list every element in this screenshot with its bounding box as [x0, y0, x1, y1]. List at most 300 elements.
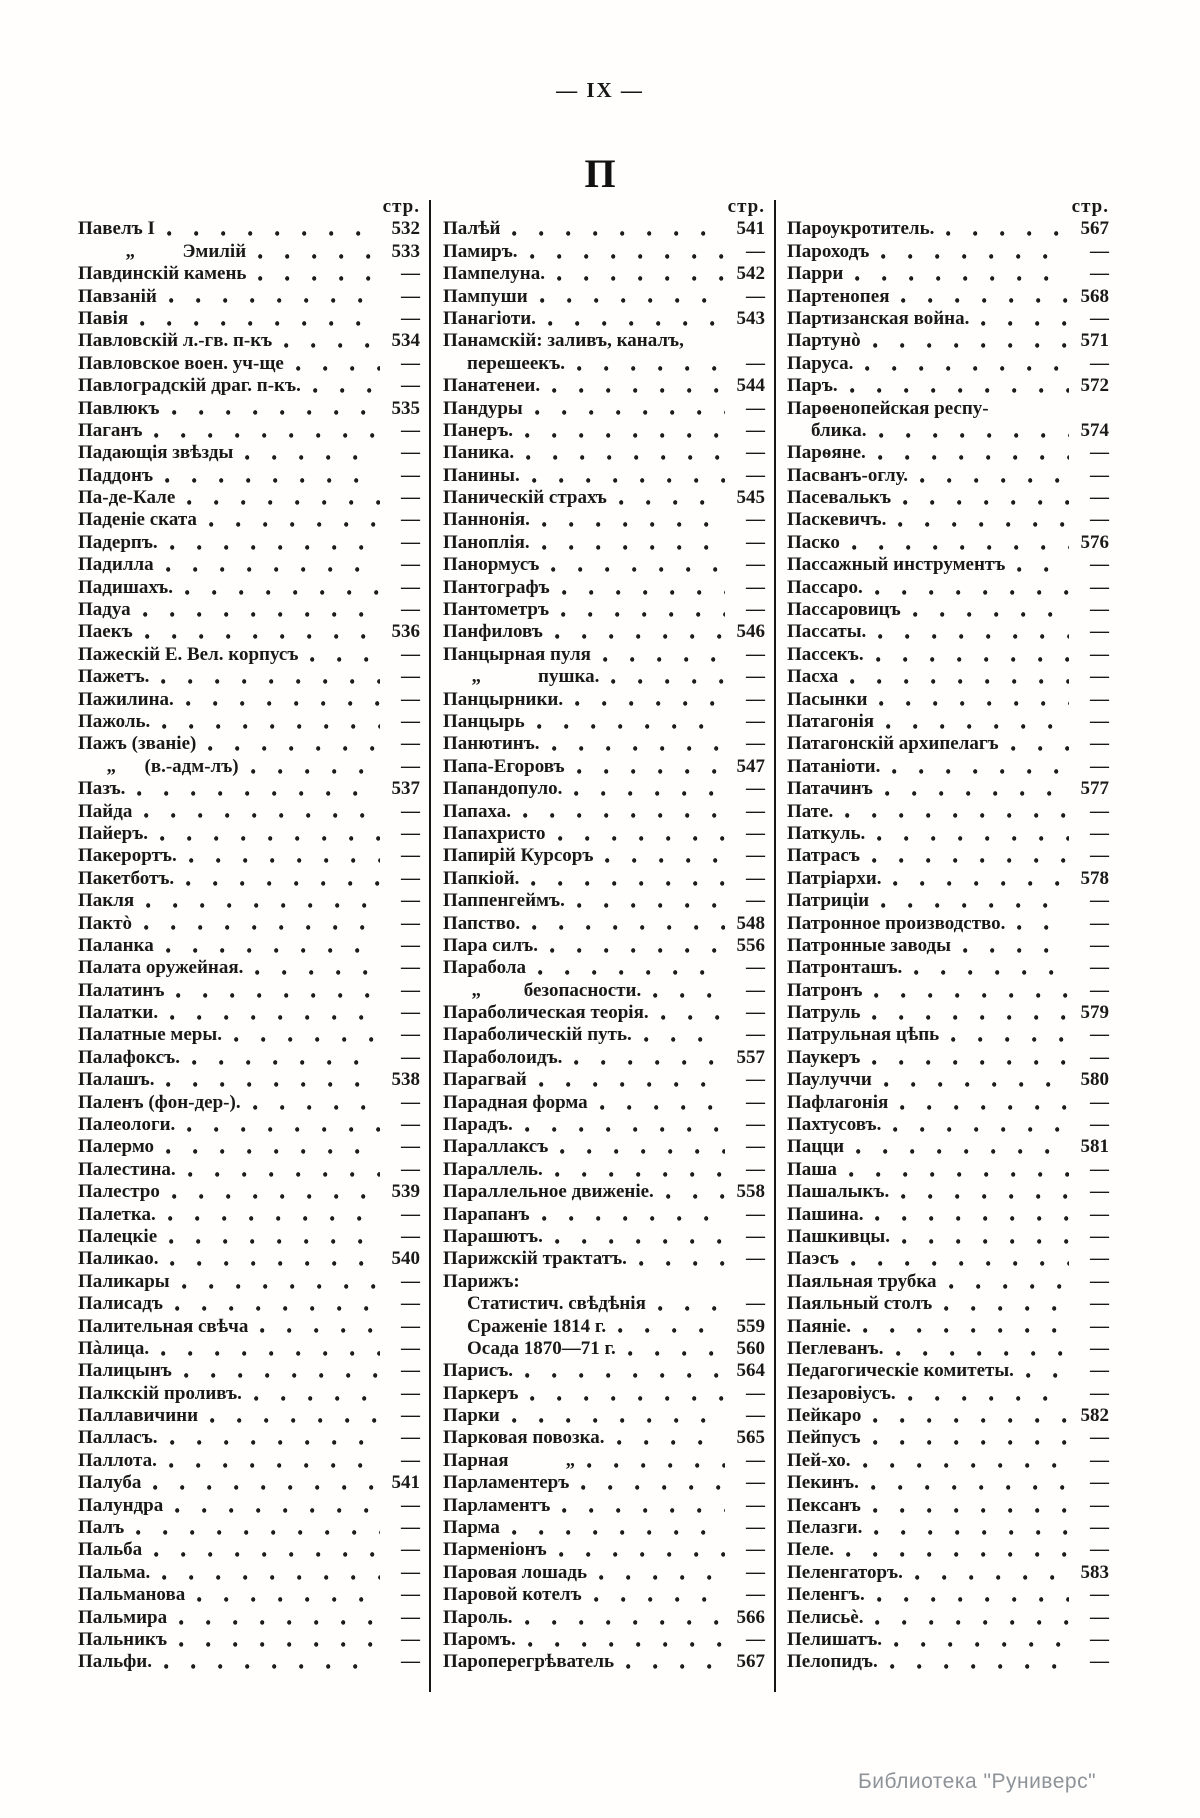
dot-leader — [517, 1607, 725, 1629]
index-row — [443, 375, 765, 397]
page-ref: — — [1090, 621, 1109, 643]
index-row — [787, 1114, 1109, 1136]
dot-leader — [202, 1405, 380, 1427]
dot-leader — [610, 1316, 725, 1338]
dot-leader — [885, 868, 1069, 890]
page-ref: — — [746, 1203, 765, 1225]
index-row — [787, 599, 1109, 621]
entry-title: Палундра — [78, 1494, 164, 1516]
dot-leader — [869, 823, 1069, 845]
entry-title: Паддонъ — [78, 464, 154, 486]
entry-title: Паденіе ската — [78, 509, 197, 531]
entry-title: Паленъ (фон-дер-). — [78, 1091, 241, 1113]
page-ref: — — [1090, 643, 1109, 665]
dot-leader — [178, 689, 380, 711]
page-ref: — — [746, 1517, 765, 1539]
entry-title: Папкіой. — [443, 867, 520, 889]
page-ref: — — [1090, 1248, 1109, 1270]
index-row — [443, 1316, 765, 1338]
entry-title: Павловское воен. уч-ще — [78, 352, 284, 374]
dot-leader — [1009, 913, 1069, 935]
dot-leader — [544, 375, 725, 397]
dot-leader — [631, 1248, 725, 1270]
entry-title: Паника. — [443, 442, 515, 464]
dot-leader — [171, 1629, 380, 1651]
index-row — [78, 913, 420, 935]
index-row — [443, 1181, 765, 1203]
page-ref: — — [1090, 554, 1109, 576]
page-ref: 541 — [736, 218, 765, 240]
page-ref: — — [401, 1427, 420, 1449]
page-ref: — — [401, 419, 420, 441]
page-ref: — — [401, 352, 420, 374]
index-row — [78, 935, 420, 957]
index-row — [787, 1539, 1109, 1561]
index-row — [78, 487, 420, 509]
index-row — [787, 756, 1109, 778]
entry-title: „ (в.-адм-лъ) — [78, 755, 239, 777]
dot-leader — [566, 778, 725, 800]
entry-title: Паническій страхъ — [443, 487, 607, 509]
page-ref: 577 — [1080, 778, 1109, 800]
index-row — [787, 711, 1109, 733]
dot-leader — [145, 1472, 380, 1494]
page-ref: — — [1090, 733, 1109, 755]
entry-title: Партунò — [787, 330, 861, 352]
index-row — [787, 330, 1109, 352]
index-row — [787, 1338, 1109, 1360]
page-ref: — — [401, 688, 420, 710]
dot-leader — [864, 1002, 1069, 1024]
dot-leader — [504, 218, 725, 240]
index-row — [78, 532, 420, 554]
dot-leader — [302, 644, 380, 666]
dot-leader — [905, 599, 1069, 621]
page-ref: — — [746, 1539, 765, 1561]
page-ref: — — [746, 979, 765, 1001]
entry-title: Пажъ (званіе) — [78, 733, 197, 755]
entry-title: Пелопидъ. — [787, 1651, 878, 1673]
entry-title: Пампуши — [443, 285, 528, 307]
page-ref: — — [1090, 1024, 1109, 1046]
dot-leader — [873, 241, 1069, 263]
page-ref: — — [401, 1584, 420, 1606]
page-ref: — — [746, 240, 765, 262]
page-ref: — — [746, 442, 765, 464]
index-row — [78, 1316, 420, 1338]
entry-title: Пароходъ — [787, 240, 870, 262]
dot-leader — [158, 1069, 380, 1091]
entry-title: Паннонія. — [443, 509, 530, 531]
entry-title: Патронные заводы — [787, 934, 951, 956]
entry-title: Парковая повозка. — [443, 1427, 605, 1449]
page-ref: — — [401, 643, 420, 665]
index-row — [787, 465, 1109, 487]
index-row — [443, 1651, 765, 1673]
page-ref: — — [401, 1002, 420, 1024]
page-ref: — — [746, 1024, 765, 1046]
index-row — [443, 1495, 765, 1517]
entry-title: Пекинъ. — [787, 1472, 859, 1494]
index-row — [78, 1114, 420, 1136]
dot-leader — [250, 241, 380, 263]
page-ref: — — [746, 688, 765, 710]
dot-leader — [161, 1450, 380, 1472]
index-row — [443, 1427, 765, 1449]
dot-leader — [551, 1539, 725, 1561]
page-ref: 546 — [736, 621, 765, 643]
page-ref: — — [746, 1494, 765, 1516]
index-row — [443, 890, 765, 912]
dot-leader — [542, 935, 725, 957]
index-row — [787, 1562, 1109, 1584]
index-row — [78, 1338, 420, 1360]
index-row — [443, 1539, 765, 1561]
page-ref: — — [1090, 1517, 1109, 1539]
entry-title: Палетка. — [78, 1203, 156, 1225]
dot-leader — [579, 1450, 725, 1472]
page-ref: — — [401, 1158, 420, 1180]
index-row — [78, 1539, 420, 1561]
entry-title: Пахтусовъ. — [787, 1114, 882, 1136]
dot-leader — [154, 1562, 380, 1584]
entry-title: Пеле. — [787, 1539, 835, 1561]
page-ref: — — [1090, 666, 1109, 688]
page-ref: — — [401, 1449, 420, 1471]
dot-leader — [522, 1383, 725, 1405]
index-row — [443, 1136, 765, 1158]
index-row — [443, 1047, 765, 1069]
dot-leader — [569, 756, 725, 778]
page-ref: — — [401, 666, 420, 688]
dot-leader — [520, 1629, 725, 1651]
page-ref: — — [401, 1293, 420, 1315]
page-ref: — — [746, 1405, 765, 1427]
entry-title: Пакерортъ. — [78, 845, 177, 867]
page-ref: 583 — [1080, 1561, 1109, 1583]
entry-title: Паллота. — [78, 1449, 157, 1471]
index-row — [787, 1159, 1109, 1181]
page-ref: 557 — [736, 1046, 765, 1068]
index-column-3 — [787, 196, 1109, 1674]
dot-leader — [554, 1495, 725, 1517]
dot-leader — [167, 1293, 380, 1315]
entry-title: Пезаровіусъ. — [787, 1382, 896, 1404]
page-ref: 532 — [391, 218, 420, 240]
index-row — [787, 286, 1109, 308]
page-ref: 580 — [1080, 1069, 1109, 1091]
entry-title: Палафоксъ. — [78, 1046, 180, 1068]
dot-leader — [873, 890, 1069, 912]
entry-title: Паша — [787, 1158, 837, 1180]
entry-title: Парашютъ. — [443, 1225, 543, 1247]
page-ref: — — [746, 1629, 765, 1650]
entry-title: Патачинъ — [787, 778, 873, 800]
page-ref: 567 — [736, 1651, 765, 1673]
page-ref: — — [1090, 1225, 1109, 1247]
index-row — [443, 733, 765, 755]
entry-title: Парадная форма — [443, 1091, 588, 1113]
index-row — [443, 1405, 765, 1427]
index-row — [78, 621, 420, 643]
page-ref: — — [401, 576, 420, 598]
page-ref: — — [1090, 352, 1109, 374]
page-ref: — — [401, 1203, 420, 1225]
dot-leader — [955, 935, 1069, 957]
dot-leader — [973, 308, 1069, 330]
dot-leader — [517, 420, 725, 442]
dot-leader — [529, 711, 725, 733]
page-ref: 558 — [736, 1181, 765, 1203]
index-row — [787, 1248, 1109, 1270]
dot-leader — [543, 554, 725, 576]
dot-leader — [847, 263, 1069, 285]
index-row — [787, 935, 1109, 957]
index-row — [787, 980, 1109, 1002]
index-row — [78, 1360, 420, 1382]
page-ref: — — [746, 1002, 765, 1024]
entry-title: Палатинъ — [78, 979, 165, 1001]
index-row — [787, 1383, 1109, 1405]
entry-title: Пайда — [78, 800, 133, 822]
entry-title: Пантометръ — [443, 599, 550, 621]
page-ref: — — [1090, 1449, 1109, 1471]
dot-leader — [157, 465, 380, 487]
index-row — [787, 1316, 1109, 1338]
index-row — [78, 308, 420, 330]
entry-title: Панцырники. — [443, 688, 564, 710]
entry-title: Пампелуна. — [443, 263, 545, 285]
dot-leader — [900, 1383, 1069, 1405]
index-row — [443, 868, 765, 890]
index-row — [443, 353, 765, 375]
index-row — [443, 1159, 765, 1181]
page-ref: — — [401, 1046, 420, 1068]
page-ref: — — [401, 912, 420, 934]
index-row — [787, 1472, 1109, 1494]
entry-title: Панютинъ. — [443, 733, 540, 755]
page-ref: — — [746, 1114, 765, 1136]
dot-leader — [938, 218, 1069, 240]
dot-leader — [550, 823, 725, 845]
page-ref: 547 — [736, 755, 765, 777]
entry-title: Пайеръ. — [78, 822, 149, 844]
index-row — [78, 1136, 420, 1158]
index-row — [443, 1562, 765, 1584]
dot-leader — [161, 1226, 380, 1248]
page-ref: — — [746, 1158, 765, 1180]
dot-leader — [636, 1024, 725, 1046]
entry-title: Паткуль. — [787, 822, 866, 844]
index-row — [78, 957, 420, 979]
dot-leader — [552, 1136, 725, 1158]
page-ref: — — [1090, 979, 1109, 1001]
entry-title: Статистич. свѣдѣнія — [467, 1293, 646, 1315]
page-ref: — — [1090, 957, 1109, 979]
entry-title: Парри — [787, 263, 844, 285]
index-row — [787, 1136, 1109, 1158]
dot-leader — [841, 1159, 1069, 1181]
page-ref: — — [401, 1651, 420, 1673]
index-row — [443, 218, 765, 240]
index-row — [78, 263, 420, 285]
dot-leader — [128, 1517, 380, 1539]
index-row — [443, 465, 765, 487]
page-ref: — — [746, 1449, 765, 1471]
dot-leader — [527, 398, 725, 420]
index-row — [443, 845, 765, 867]
dot-leader — [168, 980, 380, 1002]
entry-title: Пашалыкъ. — [787, 1181, 890, 1203]
index-row — [78, 420, 420, 442]
page-ref: — — [746, 733, 765, 755]
index-row — [443, 398, 765, 420]
page-ref: — — [746, 1225, 765, 1247]
dot-leader — [848, 1136, 1069, 1158]
entry-title: Пелишатъ. — [787, 1629, 883, 1650]
dot-leader — [153, 1338, 380, 1360]
entry-title: Палата оружейная. — [78, 957, 244, 979]
dot-leader — [226, 1024, 380, 1046]
index-row — [443, 1607, 765, 1629]
entry-title: Пасевалькъ — [787, 487, 892, 509]
dot-leader — [177, 577, 380, 599]
dot-leader — [237, 442, 380, 464]
page-ref: — — [746, 1584, 765, 1606]
entry-title: Парма — [443, 1517, 500, 1539]
dot-leader — [152, 823, 380, 845]
page-ref: 566 — [736, 1606, 765, 1628]
index-row — [443, 420, 765, 442]
page-ref: 582 — [1080, 1405, 1109, 1427]
dot-leader — [595, 644, 725, 666]
page-ref: 560 — [736, 1337, 765, 1359]
page-ref: — — [401, 509, 420, 531]
entry-title: Папство. — [443, 912, 521, 934]
entry-title: Параболоидъ. — [443, 1046, 563, 1068]
index-row — [787, 1047, 1109, 1069]
dot-leader — [888, 1338, 1069, 1360]
index-row — [78, 1383, 420, 1405]
entry-title: Пактò — [78, 912, 133, 934]
dot-leader — [871, 420, 1069, 442]
index-row — [78, 756, 420, 778]
dot-leader — [592, 1092, 725, 1114]
entry-title: Пальма. — [78, 1561, 151, 1583]
index-row — [443, 823, 765, 845]
index-row — [443, 509, 765, 531]
index-row — [443, 330, 765, 352]
entry-title: Панатенеи. — [443, 375, 541, 397]
entry-title: Павлюкъ — [78, 397, 160, 419]
entry-title: Паровая лошадь — [443, 1561, 588, 1583]
page-ref: 533 — [391, 240, 420, 262]
dot-leader — [554, 577, 725, 599]
dot-leader — [936, 1293, 1069, 1315]
page-ref: — — [1090, 1293, 1109, 1315]
entry-title: Панагіоти. — [443, 307, 536, 329]
dot-leader — [886, 1629, 1069, 1651]
index-row — [443, 689, 765, 711]
index-row — [443, 1069, 765, 1091]
dot-leader — [895, 487, 1069, 509]
entry-title: Палатки. — [78, 1002, 159, 1024]
dot-leader — [524, 465, 725, 487]
index-row — [787, 778, 1109, 800]
entry-title: Пандуры — [443, 397, 523, 419]
page-ref: — — [1090, 509, 1109, 531]
page-ref: — — [1090, 1158, 1109, 1180]
index-row — [787, 1651, 1109, 1673]
entry-title: Паромъ. — [443, 1629, 516, 1650]
dot-leader — [842, 375, 1069, 397]
page-ref: 574 — [1080, 419, 1109, 441]
index-row — [443, 1584, 765, 1606]
dot-leader — [869, 1584, 1069, 1606]
page-ref: — — [1090, 1494, 1109, 1516]
entry-title: „ Эмилій — [78, 240, 247, 262]
dot-leader — [540, 308, 725, 330]
page-ref: — — [401, 442, 420, 464]
dot-leader — [544, 733, 725, 755]
entry-title: Патруль — [787, 1002, 861, 1024]
page-ref: — — [746, 800, 765, 822]
entry-title: Павлоградскій драг. п-къ. — [78, 375, 301, 397]
index-row — [787, 554, 1109, 576]
dot-leader — [865, 330, 1069, 352]
index-row — [78, 1293, 420, 1315]
page-ref: — — [1090, 599, 1109, 621]
entry-title: Партизанская война. — [787, 307, 970, 329]
page-ref: — — [746, 285, 765, 307]
page-ref: — — [401, 733, 420, 755]
index-row — [787, 1495, 1109, 1517]
page-ref: — — [1090, 464, 1109, 486]
page-ref: — — [401, 1517, 420, 1539]
entry-title: Падилла — [78, 554, 154, 576]
entry-title: Палласъ. — [78, 1427, 158, 1449]
index-row — [78, 1248, 420, 1270]
index-row — [78, 644, 420, 666]
dot-leader — [517, 1114, 725, 1136]
dot-leader — [838, 1539, 1069, 1561]
dot-leader — [855, 1316, 1069, 1338]
index-row — [78, 1584, 420, 1606]
page-ref: — — [1090, 263, 1109, 285]
dot-leader — [547, 1159, 725, 1181]
page-ref: 542 — [736, 263, 765, 285]
dot-leader — [894, 1226, 1069, 1248]
page-ref: — — [401, 800, 420, 822]
index-row — [78, 1069, 420, 1091]
entry-title: Пейпусъ — [787, 1427, 861, 1449]
page-ref: — — [401, 1315, 420, 1337]
index-row — [78, 442, 420, 464]
entry-title: Паллавичини — [78, 1405, 199, 1427]
entry-title: Папахристо — [443, 822, 546, 844]
page-ref: 543 — [736, 307, 765, 329]
dot-leader — [246, 1383, 380, 1405]
dot-leader — [162, 1248, 380, 1270]
page-ref: — — [1090, 1046, 1109, 1068]
index-row — [443, 554, 765, 576]
page-ref: — — [746, 1293, 765, 1315]
entry-title: Пей-хо. — [787, 1449, 851, 1471]
page-ref: 538 — [391, 1069, 420, 1091]
index-row — [78, 1226, 420, 1248]
page-ref: — — [401, 934, 420, 956]
dot-leader — [201, 509, 380, 531]
